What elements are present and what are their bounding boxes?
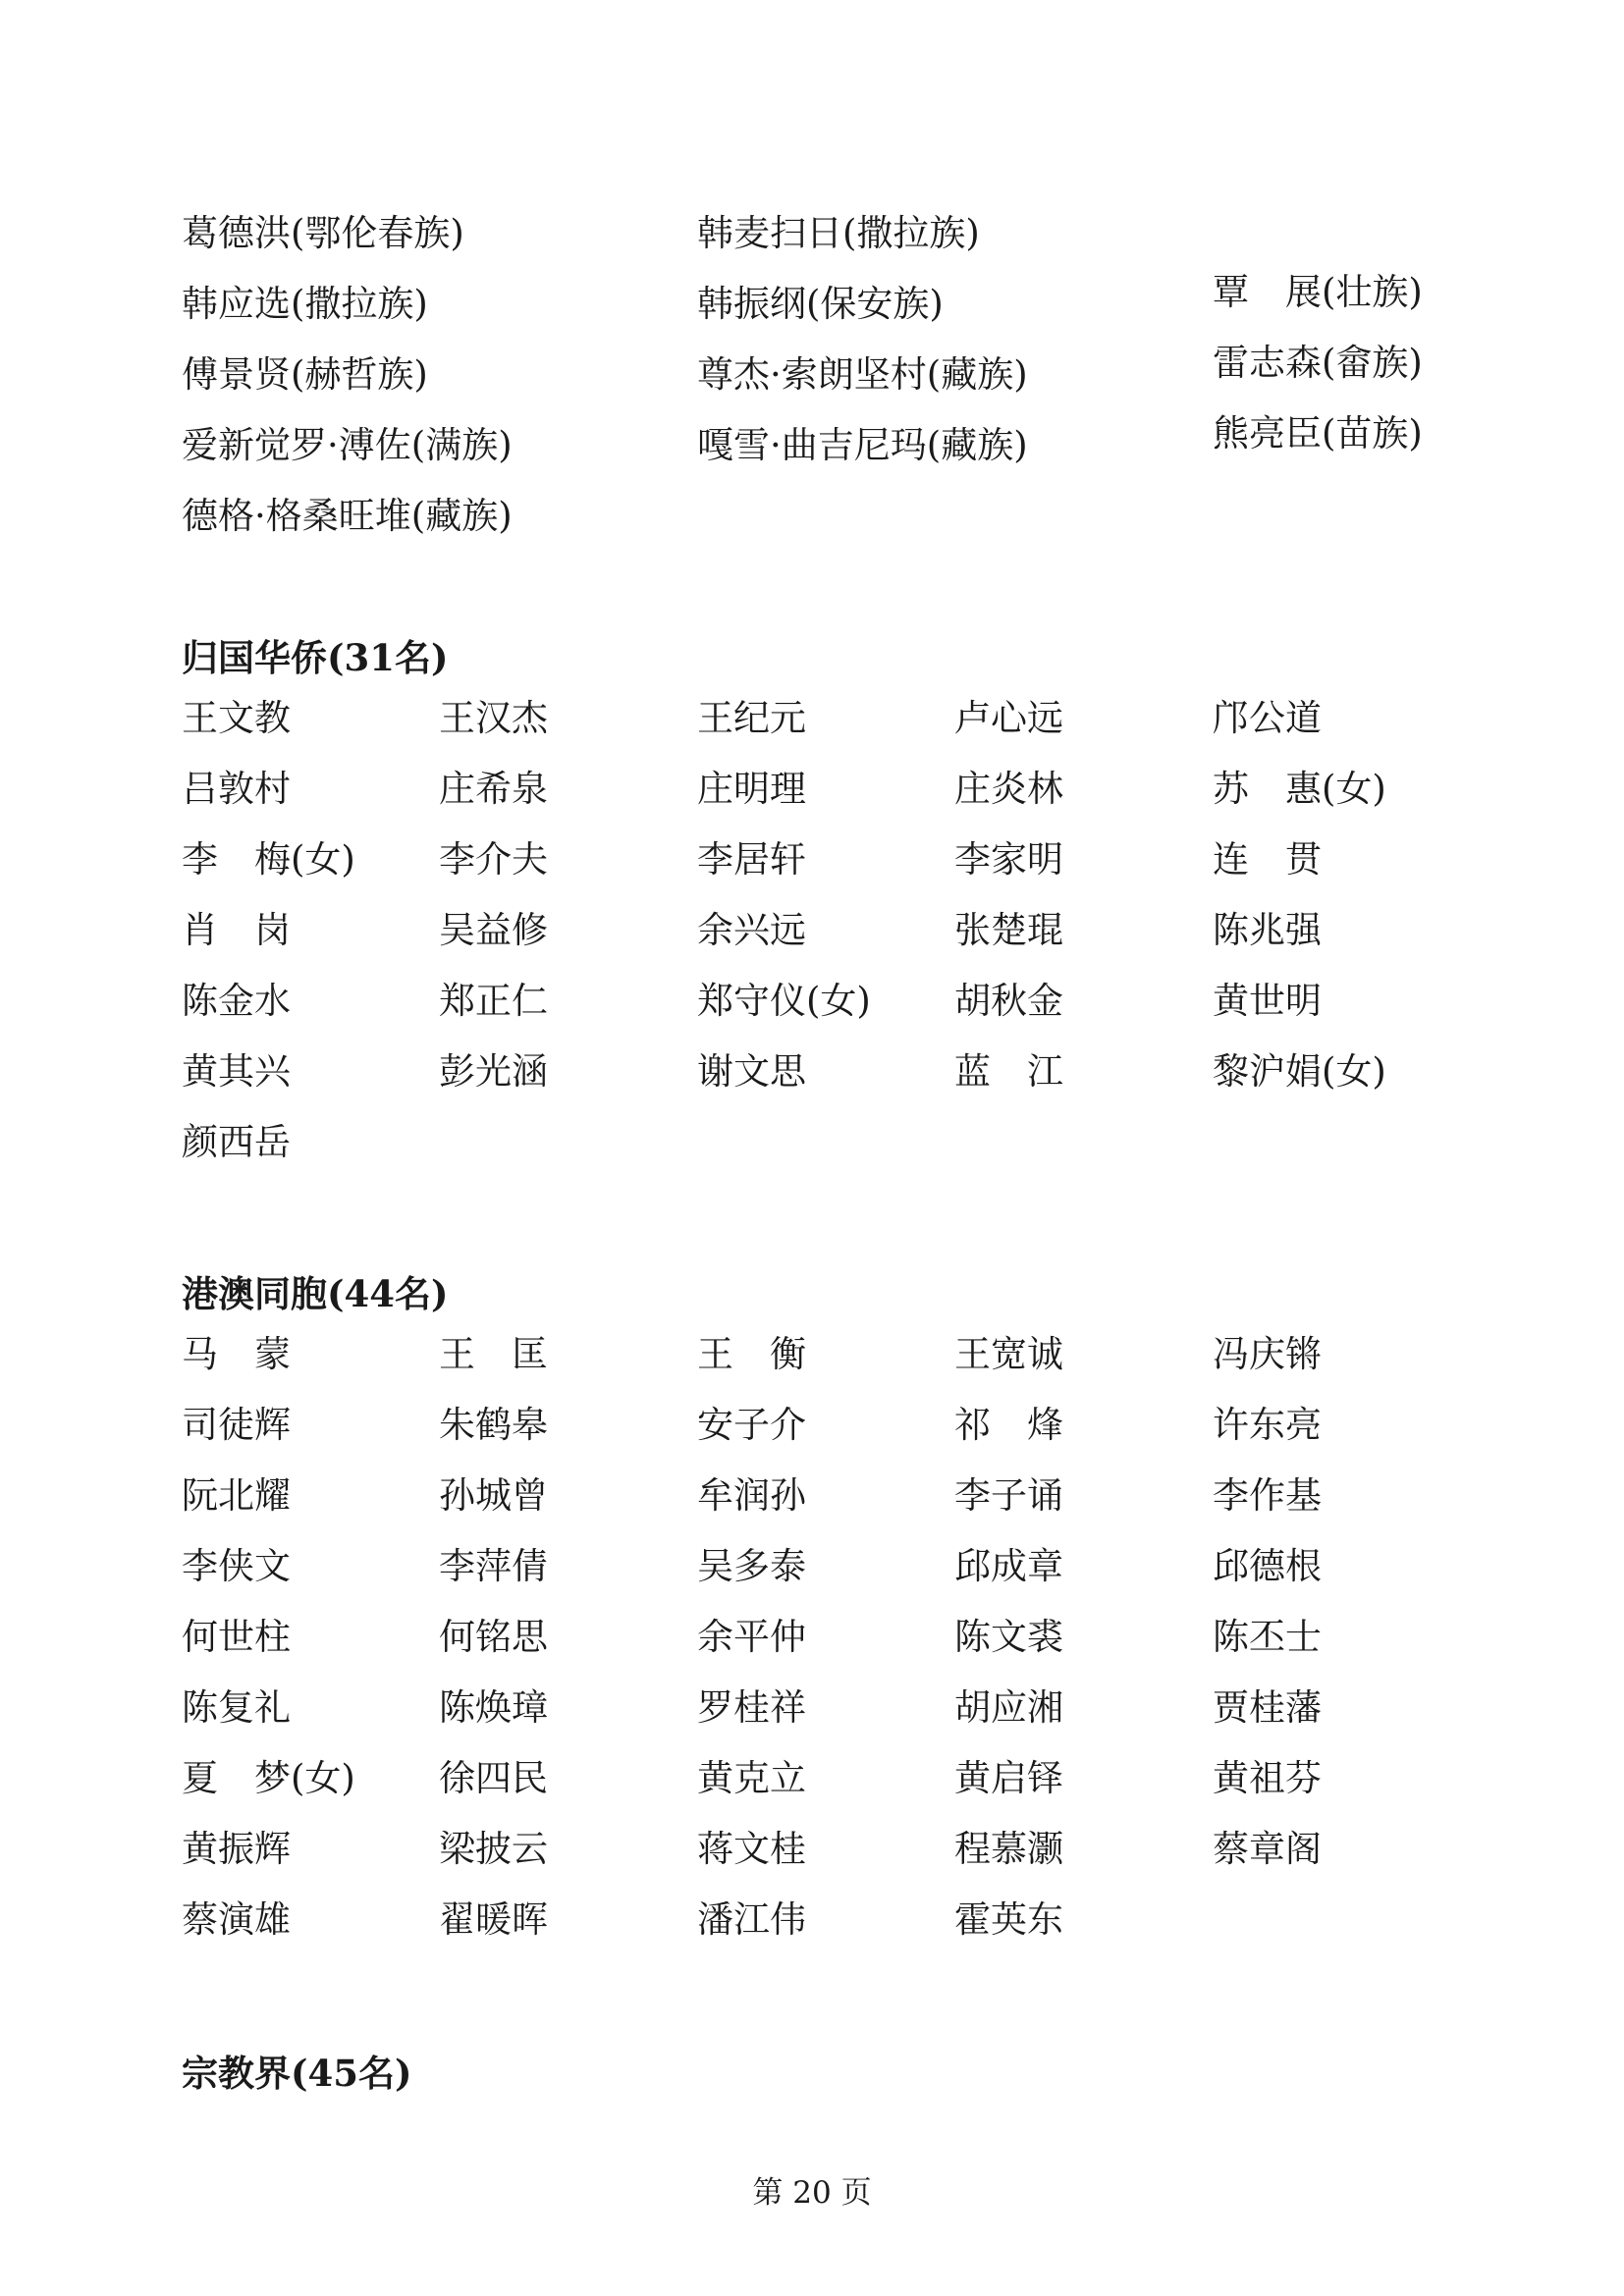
name-entry: 梁披云 (439, 1828, 548, 1870)
name-entry: 庄希泉 (439, 768, 548, 810)
name-entry: 尊杰·索朗坚村(藏族) (697, 353, 1028, 396)
name-entry: 庄炎林 (954, 768, 1063, 810)
name-entry: 黄祖芬 (1213, 1757, 1322, 1799)
name-entry: 罗桂祥 (697, 1686, 806, 1729)
name-entry: 吕敦村 (182, 768, 291, 810)
name-entry: 祁 烽 (954, 1404, 1063, 1446)
name-entry: 司徒辉 (182, 1404, 291, 1446)
name-entry: 黄世明 (1213, 980, 1322, 1022)
name-entry: 覃 展(壮族) (1213, 271, 1423, 313)
name-entry: 谢文思 (697, 1050, 806, 1093)
name-entry: 余平仲 (697, 1616, 806, 1658)
name-entry: 吴益修 (439, 909, 548, 951)
name-entry: 孙城曾 (439, 1474, 548, 1517)
name-entry: 陈金水 (182, 980, 291, 1022)
name-entry: 何世柱 (182, 1616, 291, 1658)
name-entry: 潘江伟 (697, 1898, 806, 1941)
name-entry: 葛德洪(鄂伦春族) (182, 212, 464, 254)
name-entry: 彭光涵 (439, 1050, 548, 1093)
name-entry: 黎沪娟(女) (1213, 1050, 1386, 1093)
name-entry: 雷志森(畲族) (1213, 342, 1423, 384)
name-entry: 蔡章阁 (1213, 1828, 1322, 1870)
name-entry: 王纪元 (697, 697, 806, 739)
name-entry: 蔡演雄 (182, 1898, 291, 1941)
name-entry: 程慕灏 (954, 1828, 1063, 1870)
name-entry: 蓝 江 (954, 1050, 1063, 1093)
section-heading: 港澳同胞(44名) (182, 1272, 449, 1315)
name-entry: 黄其兴 (182, 1050, 291, 1093)
name-entry: 黄启铎 (954, 1757, 1063, 1799)
name-entry: 翟暖晖 (439, 1898, 548, 1941)
name-entry: 陈兆强 (1213, 909, 1322, 951)
name-entry: 吴多泰 (697, 1545, 806, 1587)
name-entry: 王 衡 (697, 1333, 806, 1375)
name-entry: 夏 梦(女) (182, 1757, 355, 1799)
name-entry: 冯庆锵 (1213, 1333, 1322, 1375)
name-entry: 黄振辉 (182, 1828, 291, 1870)
name-entry: 何铭思 (439, 1616, 548, 1658)
name-entry: 牟润孙 (697, 1474, 806, 1517)
name-entry: 王宽诚 (954, 1333, 1063, 1375)
name-entry: 徐四民 (439, 1757, 548, 1799)
name-entry: 嘎雪·曲吉尼玛(藏族) (697, 424, 1028, 466)
name-entry: 王 匡 (439, 1333, 548, 1375)
name-entry: 韩应选(撒拉族) (182, 283, 428, 325)
name-entry: 许东亮 (1213, 1404, 1322, 1446)
name-entry: 庄明理 (697, 768, 806, 810)
name-entry: 李萍倩 (439, 1545, 548, 1587)
name-entry: 李介夫 (439, 838, 548, 881)
name-entry: 王文教 (182, 697, 291, 739)
name-entry: 李子诵 (954, 1474, 1063, 1517)
name-entry: 李家明 (954, 838, 1063, 881)
name-entry: 韩振纲(保安族) (697, 283, 944, 325)
name-entry: 邱德根 (1213, 1545, 1322, 1587)
name-entry: 李居轩 (697, 838, 806, 881)
name-entry: 陈文裘 (954, 1616, 1063, 1658)
name-entry: 郑守仪(女) (697, 980, 871, 1022)
name-entry: 爱新觉罗·溥佐(满族) (182, 424, 513, 466)
name-entry: 王汉杰 (439, 697, 548, 739)
name-entry: 蒋文桂 (697, 1828, 806, 1870)
name-entry: 余兴远 (697, 909, 806, 951)
name-entry: 郑正仁 (439, 980, 548, 1022)
name-entry: 陈丕士 (1213, 1616, 1322, 1658)
page-number: 第 20 页 (752, 2175, 872, 2211)
name-entry: 胡秋金 (954, 980, 1063, 1022)
name-entry: 朱鹤皋 (439, 1404, 548, 1446)
name-entry: 黄克立 (697, 1757, 806, 1799)
name-entry: 颜西岳 (182, 1121, 291, 1163)
name-entry: 傅景贤(赫哲族) (182, 353, 428, 396)
name-entry: 胡应湘 (954, 1686, 1063, 1729)
name-entry: 张楚琨 (954, 909, 1063, 951)
name-entry: 苏 惠(女) (1213, 768, 1386, 810)
name-entry: 李 梅(女) (182, 838, 355, 881)
section-heading: 归国华侨(31名) (182, 636, 449, 679)
name-entry: 陈焕璋 (439, 1686, 548, 1729)
name-entry: 肖 岗 (182, 909, 291, 951)
name-entry: 陈复礼 (182, 1686, 291, 1729)
name-entry: 邝公道 (1213, 697, 1322, 739)
name-entry: 霍英东 (954, 1898, 1063, 1941)
section-heading: 宗教界(45名) (182, 2052, 412, 2095)
name-entry: 安子介 (697, 1404, 806, 1446)
name-entry: 阮北耀 (182, 1474, 291, 1517)
name-entry: 熊亮臣(苗族) (1213, 412, 1423, 454)
name-entry: 德格·格桑旺堆(藏族) (182, 495, 513, 537)
name-entry: 李侠文 (182, 1545, 291, 1587)
name-entry: 邱成章 (954, 1545, 1063, 1587)
name-entry: 贾桂藩 (1213, 1686, 1322, 1729)
name-entry: 李作基 (1213, 1474, 1322, 1517)
name-entry: 卢心远 (954, 697, 1063, 739)
name-entry: 连 贯 (1213, 838, 1322, 881)
name-entry: 韩麦扫日(撒拉族) (697, 212, 980, 254)
name-entry: 马 蒙 (182, 1333, 291, 1375)
